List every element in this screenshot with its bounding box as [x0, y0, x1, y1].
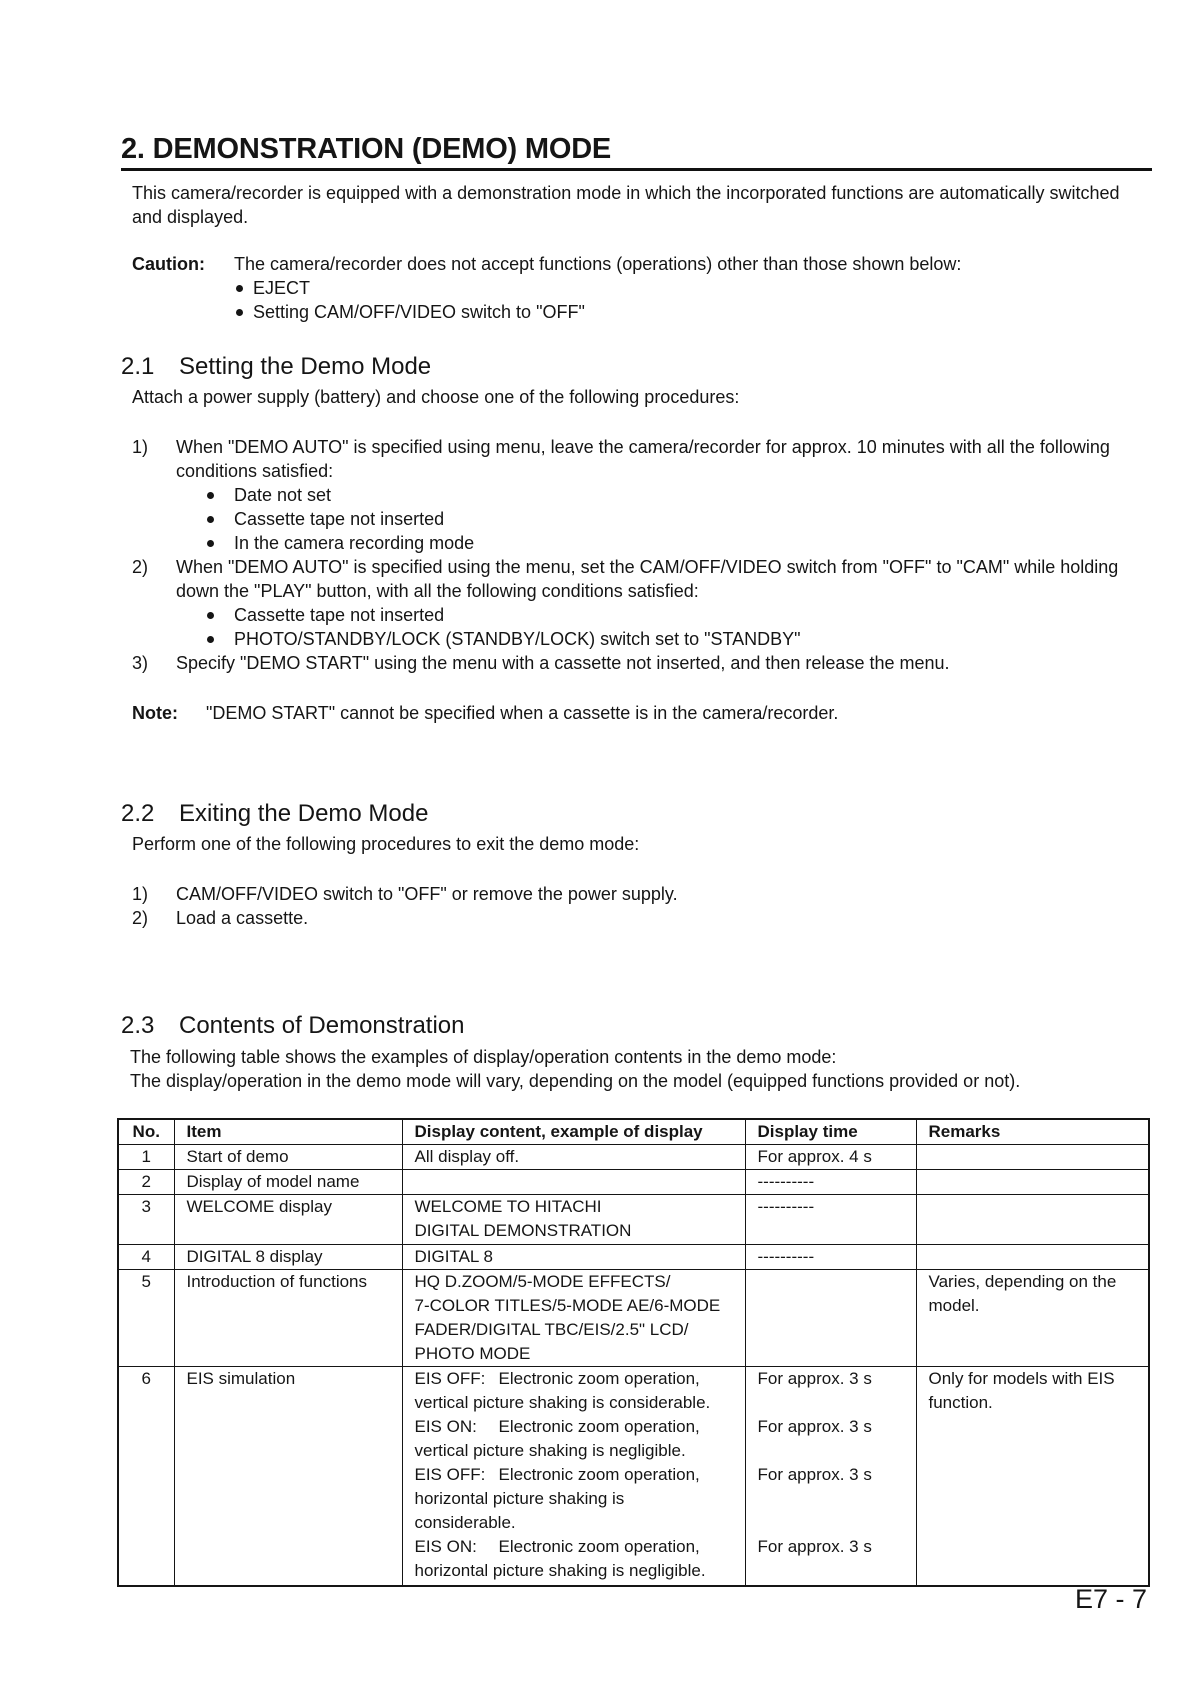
eis-entry [415, 1415, 737, 1463]
cell-remarks [916, 1145, 1149, 1170]
bullet-icon [236, 285, 243, 292]
cell-time: ---------- [745, 1170, 916, 1195]
cell-remarks [916, 1170, 1149, 1195]
demo-contents-table [117, 1118, 1150, 1587]
cell-remarks [916, 1245, 1149, 1270]
cell-item: WELCOME display [174, 1195, 402, 1245]
caution-bullet-text: Setting CAM/OFF/VIDEO switch to "OFF" [253, 302, 585, 322]
step-line [132, 882, 678, 906]
header-item: Item [174, 1119, 402, 1145]
cell-item: DIGITAL 8 display [174, 1245, 402, 1270]
cell-no: 4 [118, 1245, 174, 1270]
eis-text: Electronic zoom operation, [498, 1465, 700, 1484]
remarks-line: Only for models with EIS [928, 1369, 1115, 1388]
remarks-line: model. [928, 1296, 980, 1315]
caution-bullet [132, 276, 961, 300]
caution-body: The camera/recorder does not accept functions (operations) other than those shown below: [234, 254, 962, 274]
step-line [132, 435, 1118, 459]
section-title: Contents of Demonstration [179, 1012, 465, 1039]
step-number: 1) [132, 884, 149, 904]
lead-line: Perform one of the following procedures to exit the demo mode: [132, 834, 640, 854]
bullet-icon [207, 540, 214, 547]
cell-remarks [916, 1270, 1149, 1367]
section-heading-2-3 [121, 1012, 464, 1040]
eis-entry [415, 1367, 737, 1415]
display-line: vertical picture shaking is considerable. [414, 1393, 711, 1412]
display-line: vertical picture shaking is negligible. [414, 1441, 686, 1460]
step-bullet-text: Cassette tape not inserted [234, 605, 445, 625]
page-title: 2. DEMONSTRATION (DEMO) MODE [121, 133, 612, 165]
cell-no: 2 [118, 1170, 174, 1195]
section-number: 2.2 [121, 800, 155, 827]
cell-remarks [916, 1367, 1149, 1586]
display-line: DIGITAL 8 [414, 1247, 493, 1266]
section-lead [132, 385, 739, 409]
display-line: horizontal picture shaking is [414, 1489, 625, 1508]
cell-time: For approx. 4 s [745, 1145, 916, 1170]
bullet-icon [207, 612, 214, 619]
cell-display [402, 1245, 745, 1270]
display-line [415, 1535, 737, 1559]
display-line: PHOTO MODE [414, 1344, 531, 1363]
step-text: When "DEMO AUTO" is specified using menu, leave the camera/recorder for approx. 10 minutes with all the following [176, 437, 1110, 457]
section-number: 2.1 [121, 353, 155, 380]
note-label: Note: [132, 703, 178, 723]
section-lead [130, 1045, 1020, 1093]
eis-text: Electronic zoom operation, [498, 1369, 700, 1388]
table-row [118, 1270, 1149, 1367]
display-line: horizontal picture shaking is negligible. [414, 1561, 706, 1580]
table-row [118, 1170, 1149, 1195]
eis-time: For approx. 3 s [757, 1465, 872, 1484]
display-line: WELCOME TO HITACHI [414, 1197, 602, 1216]
step-bullet-text: In the camera recording mode [234, 533, 475, 553]
caution-label: Caution: [132, 254, 205, 274]
remarks-line: Varies, depending on the [928, 1272, 1117, 1291]
table-row [118, 1145, 1149, 1170]
section-lead [132, 832, 639, 856]
display-line [415, 1463, 737, 1487]
eis-text: Electronic zoom operation, [498, 1417, 700, 1436]
cell-item: Start of demo [174, 1145, 402, 1170]
step-bullet [132, 483, 1118, 507]
cell-time: ---------- [745, 1245, 916, 1270]
step-line [132, 906, 678, 930]
caution-block [132, 252, 961, 324]
setting-steps-list [132, 435, 1118, 675]
intro-paragraph [132, 181, 1120, 229]
step-line [132, 555, 1118, 579]
cell-item: Display of model name [174, 1170, 402, 1195]
bullet-icon [207, 516, 214, 523]
page-number: E7 - 7 [1074, 1584, 1147, 1614]
eis-time: For approx. 3 s [757, 1369, 872, 1388]
cell-remarks [916, 1195, 1149, 1245]
bullet-icon [207, 492, 214, 499]
cell-no: 6 [118, 1367, 174, 1586]
display-line: All display off. [414, 1147, 520, 1166]
cell-item: EIS simulation [174, 1367, 402, 1586]
cell-display [402, 1145, 745, 1170]
step-number: 3) [132, 653, 149, 673]
cell-display [402, 1170, 745, 1195]
lead-line: The following table shows the examples of display/operation contents in the demo mode: [130, 1047, 837, 1067]
cell-no: 5 [118, 1270, 174, 1367]
table-row [118, 1367, 1149, 1586]
header-display-time: Display time [745, 1119, 916, 1145]
step-line: down the "PLAY" button, with all the following conditions satisfied: [176, 581, 699, 601]
section-number: 2.3 [121, 1012, 155, 1039]
note-text: "DEMO START" cannot be specified when a cassette is in the camera/recorder. [206, 703, 839, 723]
display-line: 7-COLOR TITLES/5-MODE AE/6-MODE [414, 1296, 721, 1315]
display-line: DIGITAL DEMONSTRATION [414, 1221, 632, 1240]
eis-text: Electronic zoom operation, [498, 1537, 700, 1556]
note-block [132, 701, 838, 725]
step-bullet [132, 531, 1118, 555]
cell-display [402, 1367, 745, 1586]
step-bullet-text: PHOTO/STANDBY/LOCK (STANDBY/LOCK) switch set to "STANDBY" [234, 629, 801, 649]
cell-time: ---------- [745, 1195, 916, 1245]
bullet-icon [207, 636, 214, 643]
step-bullet [132, 603, 1118, 627]
step-line [132, 651, 1118, 675]
eis-label: EIS OFF: [414, 1465, 486, 1484]
note-line [132, 701, 838, 725]
step-bullet-text: Cassette tape not inserted [234, 509, 445, 529]
table-header-row [118, 1119, 1149, 1145]
cell-no: 3 [118, 1195, 174, 1245]
table-row [118, 1195, 1149, 1245]
intro-line: This camera/recorder is equipped with a demonstration mode in which the incorporated functions are automatically switched [132, 183, 1120, 203]
step-text: CAM/OFF/VIDEO switch to "OFF" or remove the power supply. [176, 884, 678, 904]
display-line: FADER/DIGITAL TBC/EIS/2.5" LCD/ [414, 1320, 689, 1339]
cell-display [402, 1195, 745, 1245]
section-heading-2-1 [121, 353, 431, 381]
header-remarks: Remarks [916, 1119, 1149, 1145]
header-display-content: Display content, example of display [402, 1119, 745, 1145]
eis-label: EIS OFF: [414, 1369, 486, 1388]
cell-time [745, 1367, 916, 1586]
display-line [415, 1415, 737, 1439]
title-rule [121, 168, 1152, 171]
step-text: Specify "DEMO START" using the menu with a cassette not inserted, and then release the menu. [176, 653, 950, 673]
caution-text [132, 252, 961, 276]
display-line: considerable. [414, 1513, 516, 1532]
step-number: 2) [132, 557, 149, 577]
step-bullet [132, 627, 1118, 651]
caution-bullet-text: EJECT [253, 278, 311, 298]
cell-time [745, 1270, 916, 1367]
cell-display [402, 1270, 745, 1367]
step-number: 2) [132, 908, 149, 928]
eis-label: EIS ON: [414, 1537, 477, 1556]
step-line: conditions satisfied: [176, 461, 334, 481]
step-text: When "DEMO AUTO" is specified using the menu, set the CAM/OFF/VIDEO switch from "OFF" to "CAM" while holding [176, 557, 1119, 577]
eis-time: For approx. 3 s [757, 1417, 872, 1436]
lead-line: Attach a power supply (battery) and choose one of the following procedures: [132, 387, 740, 407]
section-title: Exiting the Demo Mode [179, 800, 429, 827]
lead-line: The display/operation in the demo mode will vary, depending on the model (equipped functions provided or not). [130, 1071, 1021, 1091]
section-heading-2-2 [121, 800, 428, 828]
display-line [415, 1367, 737, 1391]
exit-steps-list [132, 882, 678, 930]
eis-entry [415, 1535, 737, 1583]
step-number: 1) [132, 437, 149, 457]
step-text: Load a cassette. [176, 908, 309, 928]
step-bullet [132, 507, 1118, 531]
header-no: No. [118, 1119, 174, 1145]
cell-item: Introduction of functions [174, 1270, 402, 1367]
eis-label: EIS ON: [414, 1417, 477, 1436]
step-bullet-text: Date not set [234, 485, 332, 505]
caution-bullet [132, 300, 961, 324]
intro-line: and displayed. [132, 207, 249, 227]
bullet-icon [236, 309, 243, 316]
section-title: Setting the Demo Mode [179, 353, 432, 380]
table-row [118, 1245, 1149, 1270]
cell-no: 1 [118, 1145, 174, 1170]
remarks-line: function. [928, 1393, 993, 1412]
display-line: HQ D.ZOOM/5-MODE EFFECTS/ [414, 1272, 671, 1291]
eis-entry [415, 1463, 737, 1535]
eis-time: For approx. 3 s [757, 1537, 872, 1556]
